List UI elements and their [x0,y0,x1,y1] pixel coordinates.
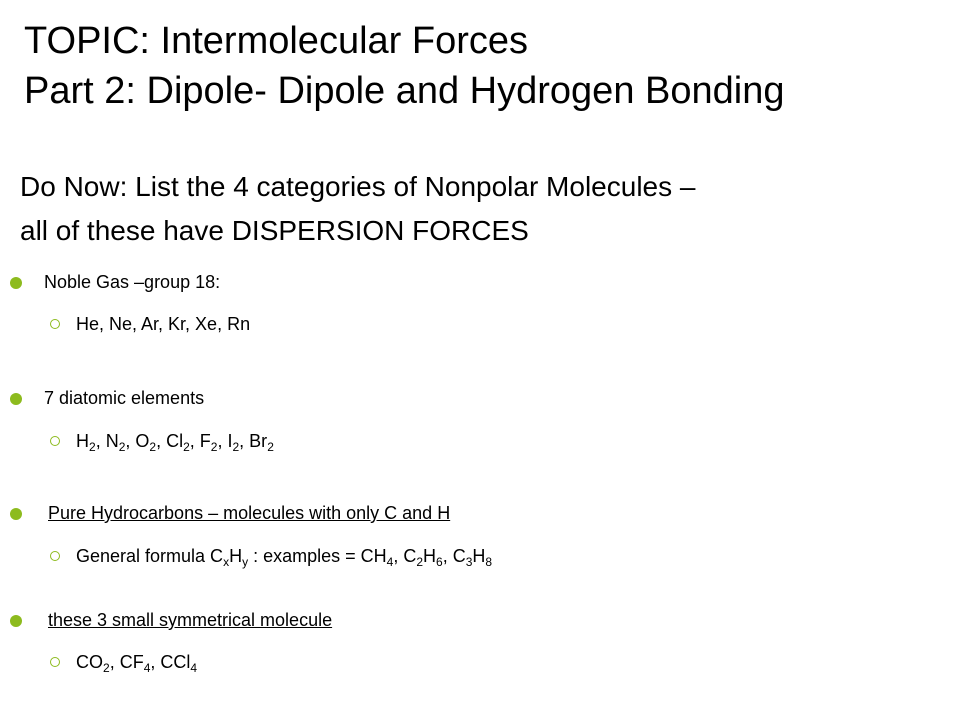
formula-text: CO [76,652,103,672]
sub-bullet-ring-icon [50,319,60,329]
formula-text: General formula C [76,546,224,566]
formula-subscript: 2 [118,440,126,454]
formula-subscript: 4 [190,661,198,675]
sub-bullet-diatomic [50,431,274,452]
sub-bullet-formula [76,652,198,675]
formula-subscript: 3 [465,555,473,569]
formula-subscript: 2 [103,661,110,675]
formula-text: , I [217,431,233,451]
formula-text: , O [125,431,150,451]
formula-text: : examples = CH [248,546,387,566]
formula-text: , Br [239,431,268,451]
sub-bullet-ring-icon [50,657,60,667]
formula-text: H [229,546,243,566]
formula-text: , C [442,546,466,566]
bullet-noble-gas [10,272,220,293]
formula-subscript: 4 [143,661,151,675]
bullet-dot-icon [10,277,22,289]
formula-text: , CF [109,652,144,672]
sub-bullet-formula [76,431,274,454]
formula-text: , CCl [150,652,191,672]
formula-text: H [472,546,486,566]
sub-bullet-formula [76,546,493,569]
bullet-label: 7 diatomic elements [44,388,205,408]
sub-bullet-ring-icon [50,551,60,561]
formula-subscript: 2 [267,440,274,454]
formula-subscript: 6 [436,555,443,569]
formula-subscript: 2 [210,440,218,454]
title-line-2: Part 2: Dipole- Dipole and Hydrogen Bonding [24,70,785,112]
do-now-line-2: all of these have DISPERSION FORCES [20,215,529,246]
title-line-1: TOPIC: Intermolecular Forces [24,20,529,62]
formula-subscript: x [223,555,230,569]
bullet-dot-icon [10,393,22,405]
bullet-diatomic [10,388,204,409]
formula-text: , C [393,546,417,566]
bullet-label: Pure Hydrocarbons – molecules with only C and H [48,503,451,523]
sub-bullet-hydrocarbons [50,546,492,567]
bullet-dot-icon [10,508,22,520]
bullet-hydrocarbons [10,503,450,524]
slide-title [24,16,784,116]
do-now-prompt [20,165,695,253]
formula-subscript: 2 [149,440,157,454]
bullet-symmetrical [10,610,332,631]
formula-subscript: 2 [89,440,96,454]
formula-subscript: 4 [386,555,394,569]
bullet-label: Noble Gas –group 18: [44,272,221,292]
formula-text: , N [95,431,119,451]
formula-text: H [423,546,437,566]
bullet-label: these 3 small symmetrical molecule [48,610,333,630]
formula-text: , F [189,431,211,451]
formula-subscript: 2 [416,555,424,569]
sub-bullet-symmetrical [50,652,197,673]
formula-subscript: 8 [485,555,493,569]
sub-bullet-ring-icon [50,436,60,446]
bullet-dot-icon [10,615,22,627]
formula-text: H [76,431,89,451]
formula-subscript: 2 [183,440,190,454]
do-now-line-1: Do Now: List the 4 categories of Nonpolar Molecules – [20,171,696,202]
sub-bullet-text: He, Ne, Ar, Kr, Xe, Rn [76,314,251,334]
sub-bullet-noble-gas [50,314,250,335]
formula-subscript: y [242,555,249,569]
formula-text: , Cl [156,431,184,451]
formula-subscript: 2 [232,440,240,454]
